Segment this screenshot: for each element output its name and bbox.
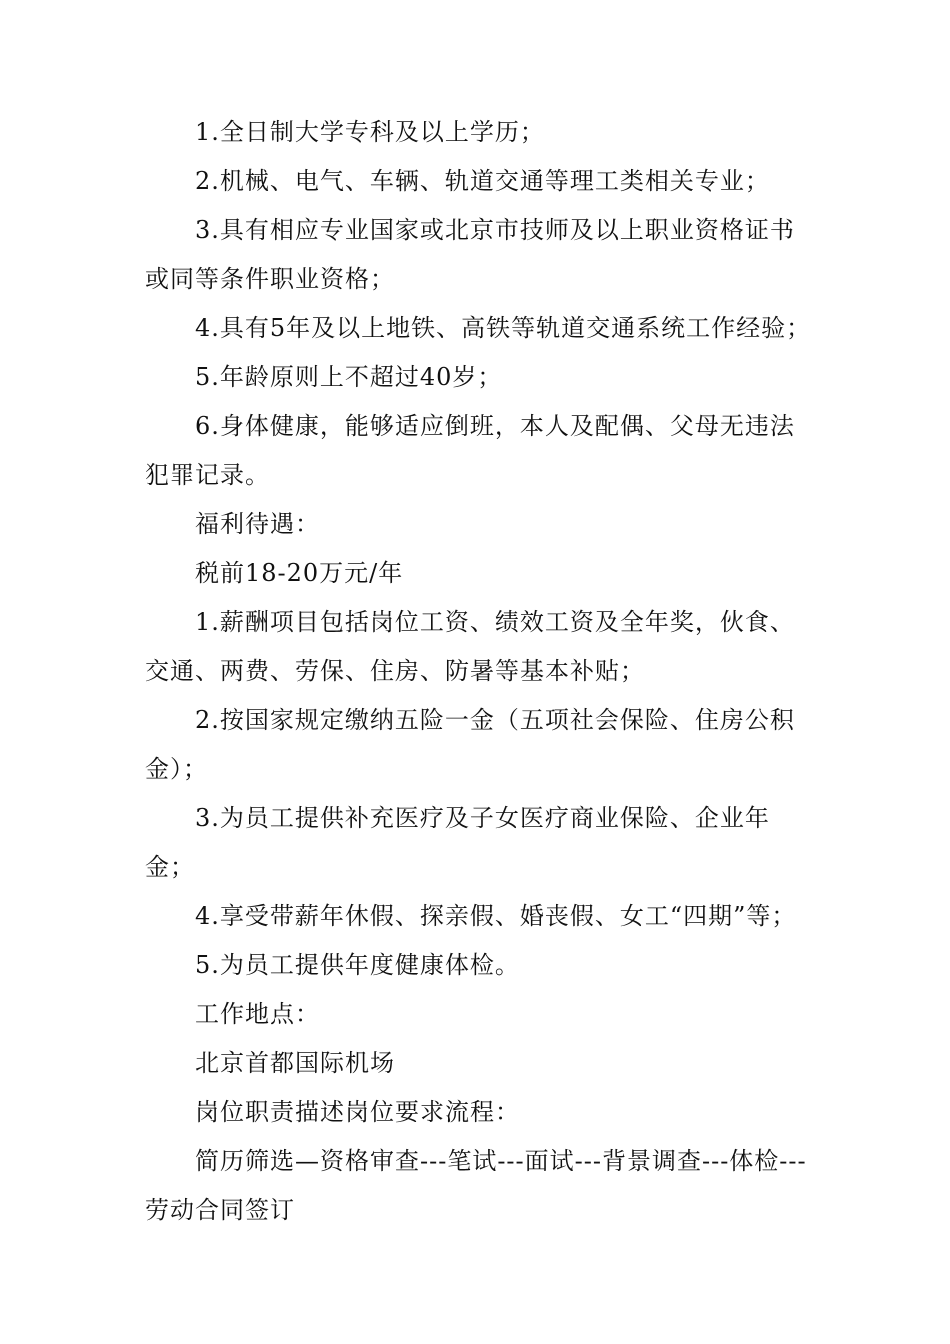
benefit-5: 5.为员工提供年度健康体检。: [195, 951, 520, 979]
requirement-6: 6.身体健康，能够适应倒班，本人及配偶、父母无违法犯罪记录。: [145, 412, 795, 489]
document-body: [145, 108, 815, 1235]
benefit-2: 2.按国家规定缴纳五险一金（五项社会保险、住房公积金）；: [145, 706, 795, 783]
requirement-3: 3.具有相应专业国家或北京市技师及以上职业资格证书或同等条件职业资格；: [145, 216, 795, 293]
benefit-3: 3.为员工提供补充医疗及子女医疗商业保险、企业年金；: [145, 804, 770, 881]
requirement-4: 4.具有5年及以上地铁、高铁等轨道交通系统工作经验；: [195, 314, 812, 342]
requirement-5: 5.年龄原则上不超过40岁；: [195, 363, 503, 391]
benefit-4: 4.享受带薪年休假、探亲假、婚丧假、女工“四期”等；: [195, 902, 797, 930]
location-value: 北京首都国际机场: [195, 1049, 395, 1077]
requirement-2: 2.机械、电气、车辆、轨道交通等理工类相关专业；: [195, 167, 770, 195]
process-steps: 简历筛选—资格审查---笔试---面试---背景调查---体检---劳动合同签订: [145, 1147, 807, 1224]
benefits-heading: 福利待遇：: [195, 510, 320, 538]
requirement-1: 1.全日制大学专科及以上学历；: [195, 118, 545, 146]
benefit-1: 1.薪酬项目包括岗位工资、绩效工资及全年奖，伙食、交通、两费、劳保、住房、防暑等基本补贴；: [145, 608, 795, 685]
process-heading: 岗位职责描述岗位要求流程：: [195, 1098, 520, 1126]
salary-range: 税前18-20万元/年: [195, 559, 404, 587]
location-heading: 工作地点：: [195, 1000, 320, 1028]
